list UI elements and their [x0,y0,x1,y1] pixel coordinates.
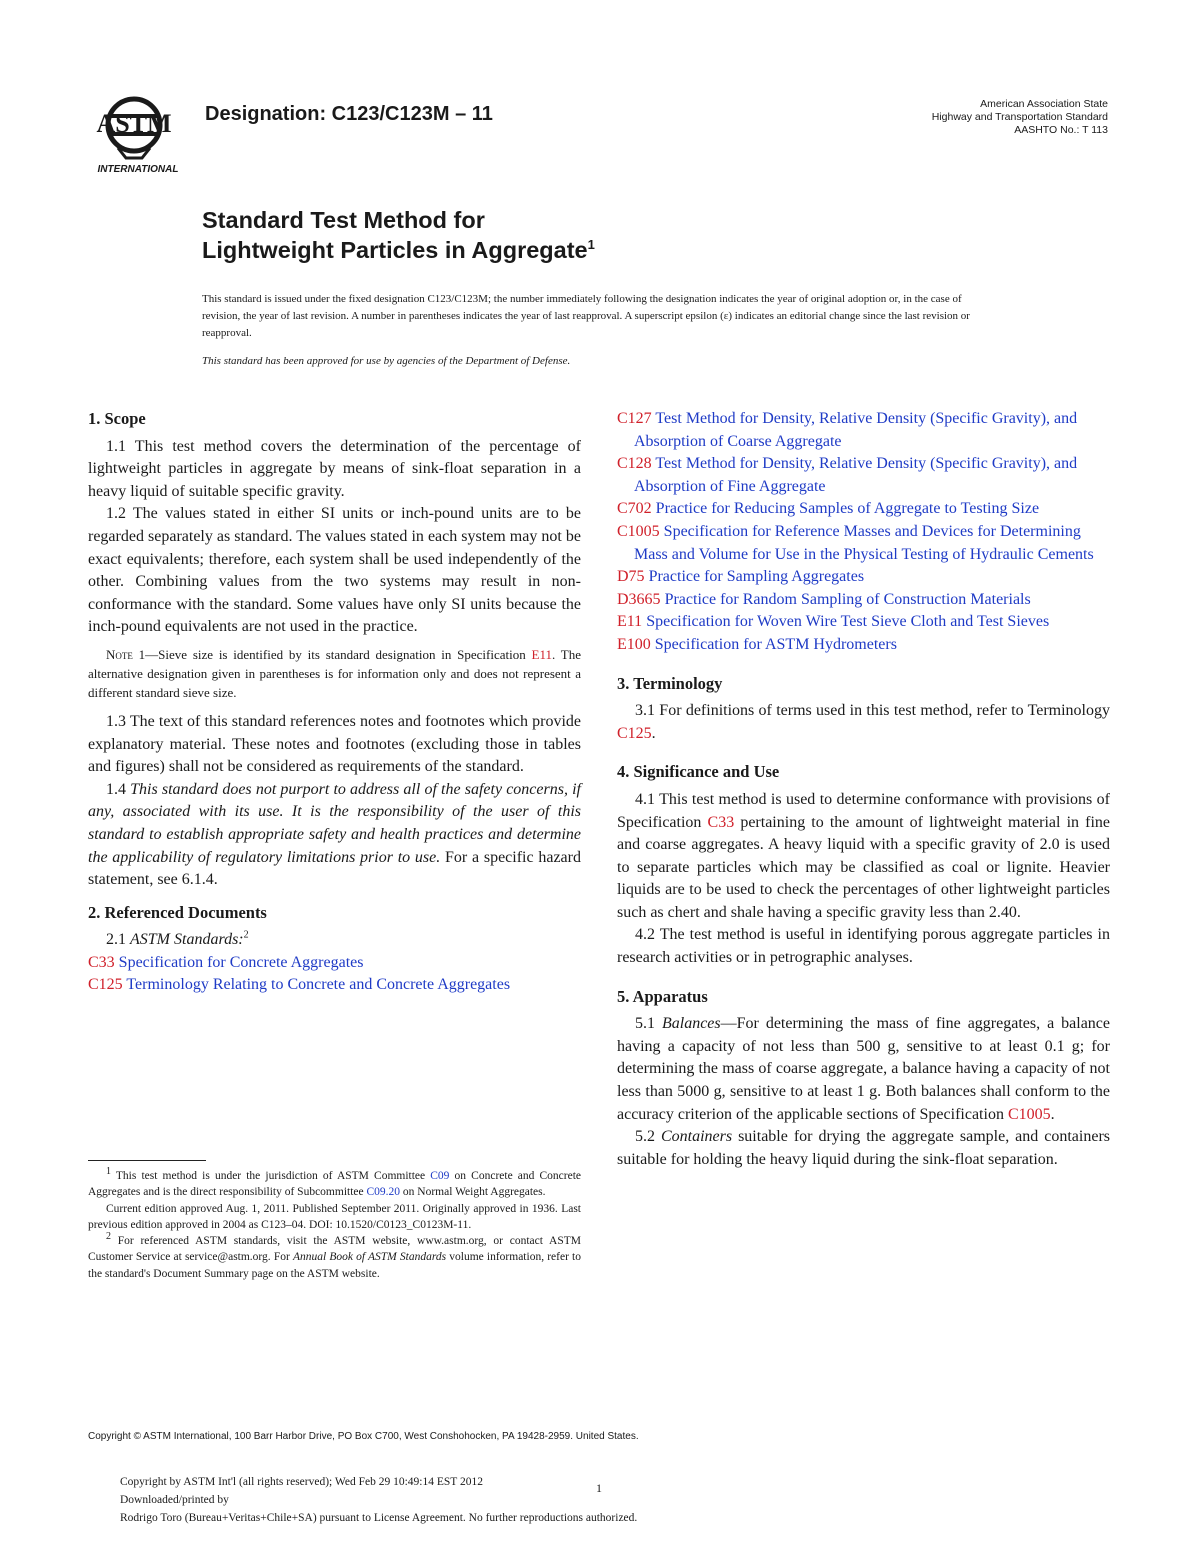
link-c09-20[interactable]: C09.20 [366,1186,401,1199]
para-3-1: 3.1 For definitions of terms used in this test method, refer to Terminology C125. [617,702,1110,742]
para-1-3: 1.3 The text of this standard references notes and footnotes which provide explanatory material. These notes and footnotes (excluding those in tables and figures) shall not be considered as requirements of the standard. [88,712,581,776]
ref-title-link[interactable]: Test Method for Density, Relative Density (Specific Gravity), and Absorption of Coarse Aggregate [634,410,1078,450]
para-5-1: 5.1 Balances—For determining the mass of fine aggregates, a balance having a capacity of not less than 500 g, sensitive to at least 0.1 g; for determining the mass of coarse aggregate, a balance having a capacity of not less than 5000 g, sensitive to at least 1 g. Both balances shall conform to the accuracy criterion of the applicable sections of Specification C1005. [617,1015,1110,1123]
ref-code-link[interactable]: C1005 [617,522,660,540]
footnote-rule [88,1160,206,1161]
ref-code-link[interactable]: C127 [617,410,652,427]
ref-item [617,408,1110,453]
ref-code-link[interactable]: D75 [617,568,645,586]
significance-heading: 4. Significance and Use [617,762,780,782]
aashto-block [932,98,1108,137]
designation: Designation: C123/C123M – 11 [205,103,493,125]
ref-code-link[interactable]: C33 [88,953,115,971]
ref-title-link[interactable]: Test Method for Density, Relative Density (Specific Gravity), and Absorption of Fine Aggregate [634,455,1078,495]
page-title [202,205,595,265]
ref-code-link[interactable]: D3665 [617,590,661,608]
ref-title-link[interactable]: Specification for Reference Masses and Devices for Determining Mass and Volume for Use in the Physical Testing of Hydraulic Cements [634,522,1094,563]
footnote-1: $^1$ This test method is under the jurisdiction of ASTM Committee C09 on Concrete and Concrete Aggregates and is the direct responsibility of Subcommittee C09.20 on Normal Weight Aggregates. [88,1166,582,1199]
ref-title-link[interactable]: Specification for Woven Wire Test Sieve Cloth and Test Sieves [646,613,1050,631]
para-1-4: 1.4 This standard does not purport to address all of the safety concerns, if any, associated with its use. It is the responsibility of the user of this standard to establish appropriate safety and health practices and determine the applicability of regulatory limitations prior to use. For a specific hazard statement, see 6.1.4. [88,780,582,889]
aashto-line-2: Highway and Transportation Standard [931,111,1108,123]
download-line-1: Copyright by ASTM Int'l (all rights reserved); Wed Feb 29 10:49:14 EST 2012 [120,1476,483,1488]
left-column [88,408,581,997]
ref-item [617,589,1110,612]
para-2-1: 2.1 ASTM Standards:$^2$ [106,929,249,949]
download-line-3: Rodrigo Toro (Bureau+Veritas+Chile+SA) pursuant to License Agreement. No further reproductions authorized. [120,1512,638,1524]
title-line-1: Standard Test Method for [202,207,485,233]
ref-code-link[interactable]: C128 [617,455,652,473]
link-c33[interactable]: C33 [707,813,735,831]
ref-code-link[interactable]: E11 [617,613,643,631]
svg-text:ASTM: ASTM [96,109,172,138]
ref-item [617,611,1110,634]
download-notice [120,1473,637,1527]
ref-item [617,634,1110,657]
ref-title-link[interactable]: Practice for Random Sampling of Construction Materials [664,590,1031,608]
aashto-line-1: American Association State [980,98,1108,110]
ref-title-link[interactable]: Terminology Relating to Concrete and Concrete Aggregates [126,976,511,994]
ref-item [617,453,1110,498]
footnote-1-edition: Current edition approved Aug. 1, 2011. Published September 2011. Originally approved in 1936. Last previous edition approved in 2004 as C123–04. DOI: 10.1520/C0123_C0123M-11. [88,1202,581,1231]
right-column [617,408,1110,1171]
link-c09[interactable]: C09 [430,1170,450,1182]
download-line-2: Downloaded/printed by [120,1494,229,1506]
ref-title-link[interactable]: Practice for Reducing Samples of Aggregate to Testing Size [655,500,1040,518]
footnote-2: $^2$ For referenced ASTM standards, visit the ASTM website, www.astm.org, or contact ASTM Customer Service at service@astm.org. For Annual Book of ASTM Standards volume information, refer to the standard's Document Summary page on the ASTM website. [88,1231,581,1280]
page-number: 1 [596,1481,602,1495]
ref-code-link[interactable]: C702 [617,500,652,518]
ref-code-link[interactable]: C125 [88,976,123,994]
para-5-2: 5.2 Containers suitable for drying the aggregate sample, and containers suitable for holding the heavy liquid during the sink-float separation. [617,1128,1111,1168]
ref-item [617,498,1110,521]
defense-note: This standard has been approved for use by agencies of the Department of Defense. [202,355,571,367]
apparatus-heading: 5. Apparatus [617,986,708,1006]
title-line-2: Lightweight Particles in Aggregate$^1$ [202,237,595,263]
para-4-2: 4.2 The test method is useful in identifying porous aggregate particles in research activities or in petrographic analyses. [617,926,1110,967]
copyright-line: Copyright © ASTM International, 100 Barr Harbor Drive, PO Box C700, West Conshohocken, PA 19428-2959. United States. [88,1431,639,1442]
para-1-1: 1.1 This test method covers the determination of the percentage of lightweight particles in aggregate by means of sink-float separation in a heavy liquid of suitable specific gravity. [88,437,581,500]
ref-item [617,521,1110,566]
terminology-heading: 3. Terminology [617,673,723,693]
ref-title-link[interactable]: Practice for Sampling Aggregates [648,568,865,586]
ref-code-link[interactable]: E100 [617,635,651,653]
link-c1005[interactable]: C1005 [1007,1105,1051,1123]
scope-heading: 1. Scope [88,409,146,428]
ref-title-link[interactable]: Specification for Concrete Aggregates [118,953,364,971]
astm-logo [88,92,190,178]
ref-title-link[interactable]: Specification for ASTM Hydrometers [654,635,897,653]
refdocs-heading: 2. Referenced Documents [88,902,267,922]
para-1-2: 1.2 The values stated in either SI units or inch-pound units are to be regarded separately as standard. The values stated in each system may not be exact equivalents; therefore, each system shall be used independently of the other. Combining values from the two systems may result in non-conformance with the standard. Some values have only SI units because the inch-pound equivalents are not used in the practice. [88,505,581,636]
link-e11-note[interactable]: E11 [531,646,552,662]
ref-item [88,974,581,997]
logo-wordmark: INTERNATIONAL [97,164,179,175]
footnotes [88,1168,581,1282]
issue-note: This standard is issued under the fixed designation C123/C123M; the number immediately following the designation indicates the year of original adoption or, in the case of revision, the year of last revision. A number in parentheses indicates the year of last reapproval. A superscript epsilon (ε) indicates an editorial change since the last revision or reapproval. [202,293,970,339]
ref-item [617,566,1110,589]
para-4-1: 4.1 This test method is used to determine conformance with provisions of Specification C33 pertaining to the amount of lightweight material in fine and coarse aggregates. A heavy liquid with a specific gravity of 2.0 is used to separate particles which may be classified as coal or lignite. Heavier liquids are to be used to check the percentages of other lightweight particles such as chert and shale having a specific gravity less than 2.40. [617,790,1111,921]
aashto-line-3: AASHTO No.: T 113 [1014,124,1108,136]
link-c125[interactable]: C125 [617,724,652,742]
note-1: Note 1—Sieve size is identified by its standard designation in Specification E11. The alternative designation given in parentheses is for information only and does not represent a different standard sieve size. [88,646,581,700]
title-footnote-mark: 1 [587,237,595,253]
ref-item [88,952,581,975]
